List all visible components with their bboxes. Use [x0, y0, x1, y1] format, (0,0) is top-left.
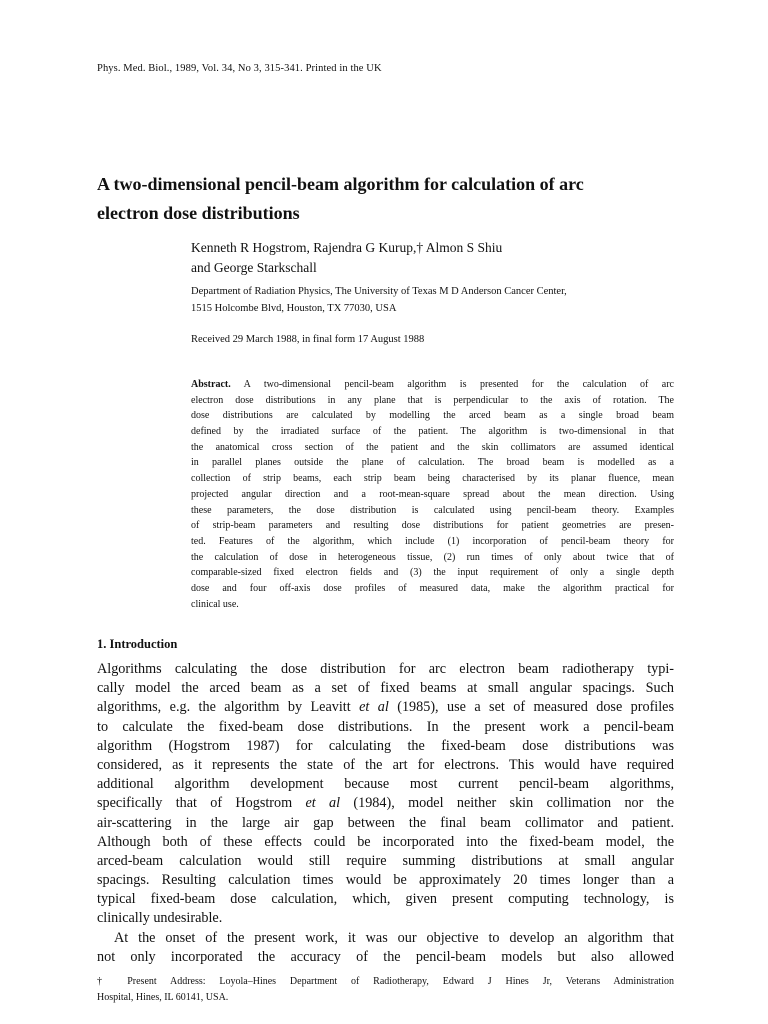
title-line: electron dose distributions: [97, 203, 300, 223]
authors-line: and George Starkschall: [191, 260, 317, 275]
abstract-line: dose and four off-axis dose profiles of measured data, make the algorithm practical for: [191, 582, 674, 594]
title-line: A two-dimensional pencil-beam algorithm for calculation of arc: [97, 174, 584, 194]
body-text-run: specifically that of Hogstrom: [97, 795, 306, 812]
abstract-line: comparable-sized fixed electron fields and (3) the input requirement of only a single depth: [191, 567, 674, 579]
abstract-line: [191, 377, 674, 393]
abstract-line: in parallel planes outside the plane of calculation. The broad beam is modelled as a: [191, 457, 674, 469]
footnote: [97, 974, 674, 1005]
body-line: algorithm (Hogstrom 1987) for calculating the fixed-beam dose distributions was: [97, 737, 674, 754]
affiliation-line: Department of Radiation Physics, The University of Texas M D Anderson Cancer Center,: [191, 286, 567, 297]
body-line: [97, 794, 674, 813]
received-dates: Received 29 March 1988, in final form 17 August 1988: [191, 334, 425, 345]
body-line: At the onset of the present work, it was our objective to develop an algorithm that: [114, 929, 674, 946]
body-line: arced-beam calculation would still require summing distributions at small angular: [97, 852, 674, 869]
author-list: [191, 238, 502, 278]
affiliation-line: 1515 Holcombe Blvd, Houston, TX 77030, USA: [191, 303, 397, 314]
body-text-run: (1984), model neither skin collimation nor the: [340, 795, 674, 812]
body-line: air-scattering in the large air gap between the final beam collimator and patient.: [97, 814, 674, 831]
abstract-line: ted. Features of the algorithm, which include (1) incorporation of pencil-beam theory for: [191, 535, 674, 547]
abstract-line: of strip-beam parameters and resulting dose distributions for patient geometries are presen-: [191, 520, 674, 532]
body-line: Algorithms calculating the dose distribution for arc electron beam radiotherapy typi-: [97, 661, 674, 677]
abstract-line: these parameters, the dose distribution is calculated using pencil-beam theory. Examples: [191, 504, 674, 516]
abstract-line: clinical use.: [191, 598, 239, 610]
body-text-run: (1985), use a set of measured dose profiles: [388, 699, 674, 716]
section-heading: 1. Introduction: [97, 637, 178, 651]
body-line: considered, as it represents the state of the art for electrons. This would have required: [97, 756, 674, 773]
footnote-line: † Present Address: Loyola–Hines Department of Radiotherapy, Edward J Hines Jr, Veterans Administration: [97, 976, 674, 987]
footnote-line: Hospital, Hines, IL 60141, USA.: [97, 991, 229, 1003]
authors-line: Kenneth R Hogstrom, Rajendra G Kurup,† Almon S Shiu: [191, 240, 503, 255]
body-emphasis: et al: [305, 795, 341, 812]
body-line: Although both of these effects could be incorporated into the fixed-beam model, the: [97, 833, 674, 850]
abstract-line: electron dose distributions in any plane that is perpendicular to the axis of rotation. The: [191, 394, 674, 406]
body-line: typical fixed-beam dose calculation, which, given present computing technology, is: [97, 891, 674, 908]
abstract-label: Abstract.: [191, 379, 231, 390]
body-line: to calculate the fixed-beam dose distributions. In the present work a pencil-beam: [97, 718, 674, 735]
body-line: not only incorporated the accuracy of the pencil-beam models but also allowed: [97, 948, 674, 965]
abstract-line: defined by the irradiated surface of the patient. The algorithm is two-dimensional in that: [191, 426, 674, 438]
abstract-line: collection of strip beams, each strip beam being characterised by its planar fluence, mean: [191, 473, 674, 485]
body-line: [97, 698, 674, 717]
journal-reference: Phys. Med. Biol., 1989, Vol. 34, No 3, 315-341. Printed in the UK: [97, 63, 382, 74]
abstract-line: the anatomical cross section of the patient and the skin collimators are assumed identical: [191, 441, 674, 453]
body-line: spacings. Resulting calculation times would be approximately 20 times longer than a: [97, 872, 674, 889]
body-emphasis: et al: [359, 699, 389, 716]
abstract-text: A two-dimensional pencil-beam algorithm is presented for the calculation of arc: [230, 379, 674, 390]
body-text: [97, 660, 674, 967]
abstract-line: dose distributions are calculated by modelling the arced beam as a single broad beam: [191, 410, 674, 422]
body-line: additional algorithm development because most current pencil-beam algorithms,: [97, 776, 674, 793]
paper-title: [97, 170, 697, 228]
abstract: [191, 377, 674, 612]
body-text-run: algorithms, e.g. the algorithm by Leavitt: [97, 699, 360, 716]
abstract-line: the calculation of dose in heterogeneous tissue, (2) run times of only about twice that of: [191, 551, 674, 563]
affiliation: [191, 283, 567, 317]
abstract-line: projected angular direction and a root-mean-square spread about the mean direction. Using: [191, 488, 674, 500]
body-line: cally model the arced beam as a set of fixed beams at small angular spacings. Such: [97, 680, 674, 697]
body-line: clinically undesirable.: [97, 910, 223, 927]
